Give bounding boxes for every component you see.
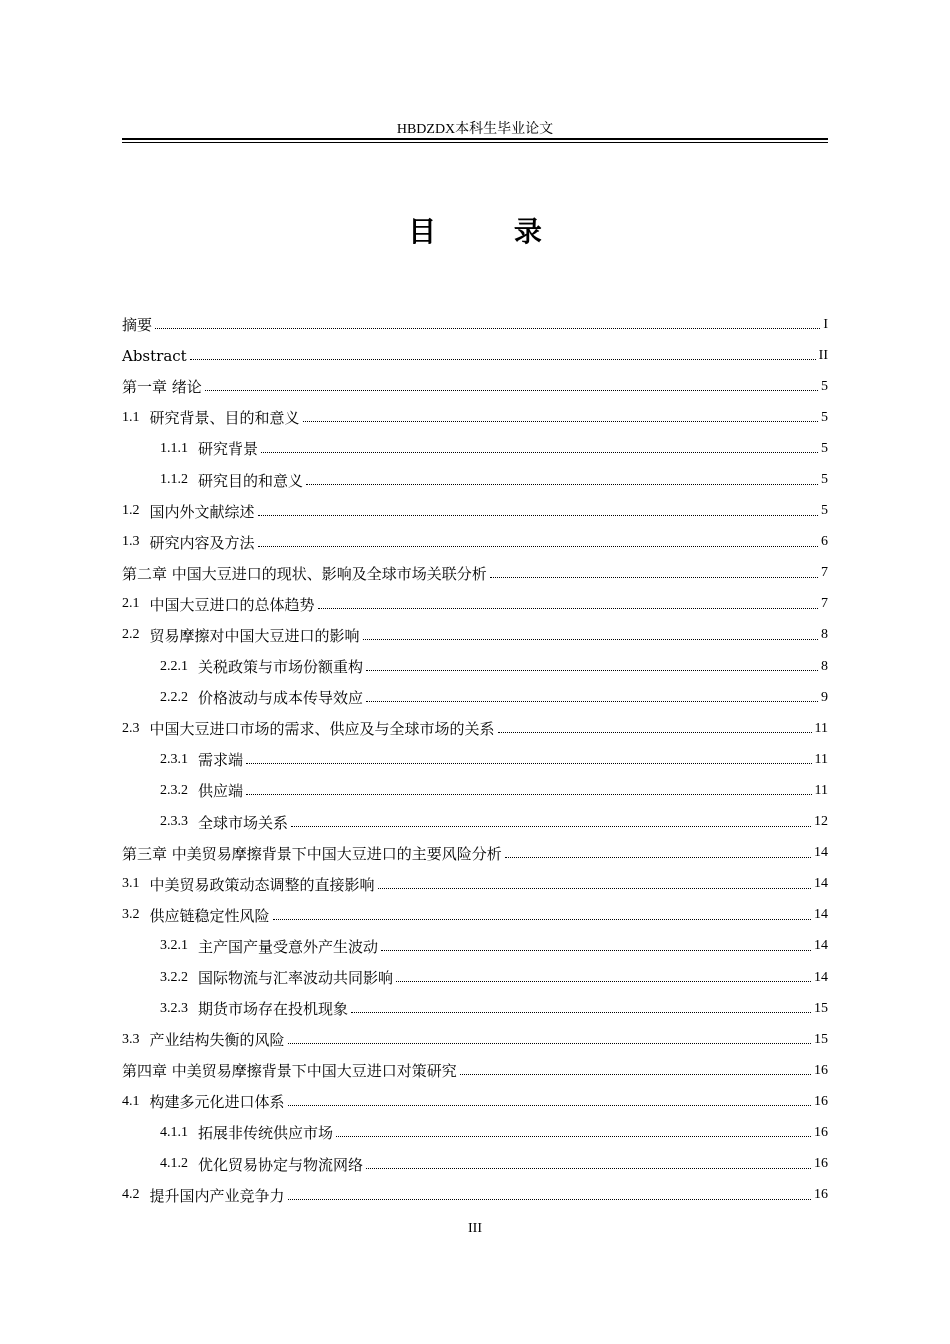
toc-entry-number: 2.3.1 <box>160 751 188 767</box>
toc-entry-label: 第四章 中美贸易摩擦背景下中国大豆进口对策研究 <box>122 1062 457 1081</box>
toc-dot-leader <box>288 1199 811 1200</box>
toc-entry-number: 4.1 <box>122 1093 140 1109</box>
toc-entry[interactable] <box>122 744 828 775</box>
toc-entry-page: 5 <box>821 503 828 519</box>
toc-entry-page: 8 <box>821 627 828 643</box>
toc-entry[interactable] <box>122 651 828 682</box>
toc-entry-number: 2.2.1 <box>160 658 188 674</box>
toc-entry-page: 9 <box>821 689 828 705</box>
toc-entry-page: 7 <box>821 565 828 581</box>
toc-entry-page: 6 <box>821 534 828 550</box>
toc-entry-label: 中国大豆进口市场的需求、供应及与全球市场的关系 <box>149 720 495 739</box>
toc-entry[interactable] <box>122 1117 828 1148</box>
toc-dot-leader <box>366 701 818 702</box>
toc-entry-number: 3.3 <box>122 1031 140 1047</box>
toc-entry-label: 需求端 <box>198 751 244 770</box>
toc-entry-number: 1.1.2 <box>160 472 188 488</box>
toc-entry[interactable] <box>122 931 828 962</box>
toc-entry-page: 5 <box>821 472 828 488</box>
toc-entry-page: II <box>818 347 828 363</box>
toc-entry-label: 产业结构失衡的风险 <box>149 1031 285 1050</box>
toc-entry-label: 第二章 中国大豆进口的现状、影响及全球市场关联分析 <box>122 564 487 583</box>
toc-entry[interactable] <box>122 558 828 589</box>
toc-entry[interactable] <box>122 620 828 651</box>
toc-entry[interactable] <box>122 1086 828 1117</box>
toc-dot-leader <box>351 1012 811 1013</box>
table-of-contents <box>122 309 828 1211</box>
toc-entry-label: 关税政策与市场份额重构 <box>198 658 364 677</box>
toc-entry-number: 3.1 <box>122 876 140 892</box>
toc-entry-label: 供应端 <box>198 782 244 801</box>
toc-entry-label: 中国大豆进口的总体趋势 <box>149 595 315 614</box>
toc-entry-label: 供应链稳定性风险 <box>149 906 270 925</box>
toc-entry-page: 5 <box>821 378 828 394</box>
toc-entry[interactable] <box>122 589 828 620</box>
toc-entry[interactable] <box>122 1024 828 1055</box>
toc-dot-leader <box>261 452 818 453</box>
toc-entry[interactable] <box>122 340 828 371</box>
toc-entry-number: 2.2.2 <box>160 689 188 705</box>
toc-entry-label: Abstract <box>122 346 187 365</box>
toc-entry[interactable] <box>122 402 828 433</box>
toc-entry-number: 2.3.2 <box>160 782 188 798</box>
toc-entry-page: 14 <box>814 938 828 954</box>
toc-entry-page: 11 <box>814 751 828 767</box>
toc-entry[interactable] <box>122 993 828 1024</box>
header-rule-thick <box>122 138 828 140</box>
toc-entry[interactable] <box>122 371 828 402</box>
toc-entry-number: 3.2.1 <box>160 938 188 954</box>
toc-dot-leader <box>336 1136 811 1137</box>
toc-entry-label: 构建多元化进口体系 <box>149 1093 285 1112</box>
toc-dot-leader <box>498 732 812 733</box>
toc-entry-label: 期货市场存在投机现象 <box>198 1000 349 1019</box>
toc-dot-leader <box>246 794 812 795</box>
toc-entry-page: 16 <box>814 1093 828 1109</box>
toc-entry[interactable] <box>122 1055 828 1086</box>
toc-entry-page: 14 <box>814 969 828 985</box>
toc-entry-number: 4.1.1 <box>160 1124 188 1140</box>
toc-entry[interactable] <box>122 962 828 993</box>
toc-entry-page: 12 <box>814 814 828 830</box>
toc-entry-page: I <box>823 316 828 332</box>
toc-entry-number: 1.1 <box>122 409 140 425</box>
toc-entry-number: 2.3.3 <box>160 814 188 830</box>
toc-entry-page: 11 <box>814 782 828 798</box>
toc-dot-leader <box>205 390 818 391</box>
toc-dot-leader <box>318 608 818 609</box>
toc-dot-leader <box>490 577 818 578</box>
toc-dot-leader <box>363 639 818 640</box>
toc-entry-page: 15 <box>814 1031 828 1047</box>
toc-dot-leader <box>190 359 816 360</box>
toc-entry[interactable] <box>122 807 828 838</box>
toc-entry[interactable] <box>122 838 828 869</box>
toc-entry-page: 5 <box>821 409 828 425</box>
toc-dot-leader <box>505 857 811 858</box>
toc-entry-page: 16 <box>814 1187 828 1203</box>
toc-entry[interactable] <box>122 713 828 744</box>
toc-entry-page: 15 <box>814 1000 828 1016</box>
toc-entry-number: 3.2.2 <box>160 969 188 985</box>
toc-entry-number: 4.1.2 <box>160 1156 188 1172</box>
toc-entry-label: 贸易摩擦对中国大豆进口的影响 <box>149 626 360 645</box>
toc-entry-number: 3.2 <box>122 907 140 923</box>
toc-dot-leader <box>291 826 811 827</box>
page-number: III <box>468 1221 482 1236</box>
toc-dot-leader <box>366 670 818 671</box>
toc-dot-leader <box>378 888 811 889</box>
toc-entry-page: 16 <box>814 1124 828 1140</box>
toc-dot-leader <box>155 328 820 329</box>
toc-entry-page: 7 <box>821 596 828 612</box>
toc-dot-leader <box>288 1043 811 1044</box>
toc-entry-page: 14 <box>814 845 828 861</box>
toc-entry-label: 主产国产量受意外产生波动 <box>198 937 379 956</box>
toc-entry-page: 14 <box>814 907 828 923</box>
running-header: HBDZDX本科生毕业论文 <box>396 122 554 137</box>
toc-entry-number: 1.3 <box>122 534 140 550</box>
toc-entry[interactable] <box>122 309 828 340</box>
toc-entry-label: 中美贸易政策动态调整的直接影响 <box>149 875 375 894</box>
toc-entry-number: 1.1.1 <box>160 440 188 456</box>
toc-dot-leader <box>258 546 818 547</box>
toc-entry[interactable] <box>122 433 828 464</box>
toc-entry-page: 11 <box>814 720 828 736</box>
toc-entry[interactable] <box>122 900 828 931</box>
toc-entry[interactable] <box>122 1149 828 1180</box>
toc-entry-label: 提升国内产业竞争力 <box>149 1186 285 1205</box>
toc-entry-label: 研究内容及方法 <box>149 533 255 552</box>
toc-entry[interactable] <box>122 869 828 900</box>
toc-dot-leader <box>366 1168 811 1169</box>
toc-dot-leader <box>273 919 811 920</box>
toc-entry[interactable] <box>122 682 828 713</box>
toc-entry-label: 国际物流与汇率波动共同影响 <box>198 969 394 988</box>
toc-entry-number: 2.1 <box>122 596 140 612</box>
toc-entry-label: 第一章 绪论 <box>122 378 202 397</box>
toc-entry-page: 8 <box>821 658 828 674</box>
header-rule-thin <box>122 142 828 143</box>
toc-entry-page: 16 <box>814 1156 828 1172</box>
toc-entry-label: 拓展非传统供应市场 <box>198 1124 334 1143</box>
toc-entry-label: 全球市场关系 <box>198 813 289 832</box>
toc-entry-label: 研究目的和意义 <box>198 471 304 490</box>
toc-entry-number: 3.2.3 <box>160 1000 188 1016</box>
toc-entry-number: 2.3 <box>122 720 140 736</box>
toc-entry[interactable] <box>122 496 828 527</box>
toc-entry-page: 5 <box>821 440 828 456</box>
toc-dot-leader <box>288 1105 811 1106</box>
toc-dot-leader <box>258 515 818 516</box>
toc-entry-label: 研究背景、目的和意义 <box>149 409 300 428</box>
toc-dot-leader <box>246 763 812 764</box>
toc-entry[interactable] <box>122 775 828 806</box>
toc-dot-leader <box>396 981 811 982</box>
toc-entry-number: 1.2 <box>122 503 140 519</box>
toc-entry-label: 价格波动与成本传导效应 <box>198 689 364 708</box>
toc-dot-leader <box>460 1074 811 1075</box>
toc-entry[interactable] <box>122 1180 828 1211</box>
toc-entry-page: 14 <box>814 876 828 892</box>
toc-entry-label: 摘要 <box>122 316 153 335</box>
toc-entry[interactable] <box>122 464 828 495</box>
toc-entry-page: 16 <box>814 1062 828 1078</box>
toc-entry-number: 4.2 <box>122 1187 140 1203</box>
toc-entry-label: 第三章 中美贸易摩擦背景下中国大豆进口的主要风险分析 <box>122 844 502 863</box>
page-title: 目 录 <box>408 215 576 248</box>
toc-entry-label: 国内外文献综述 <box>149 502 255 521</box>
toc-entry[interactable] <box>122 527 828 558</box>
toc-dot-leader <box>303 421 818 422</box>
toc-dot-leader <box>306 484 818 485</box>
toc-entry-label: 优化贸易协定与物流网络 <box>198 1155 364 1174</box>
toc-entry-label: 研究背景 <box>198 440 259 459</box>
toc-entry-number: 2.2 <box>122 627 140 643</box>
toc-dot-leader <box>381 950 811 951</box>
